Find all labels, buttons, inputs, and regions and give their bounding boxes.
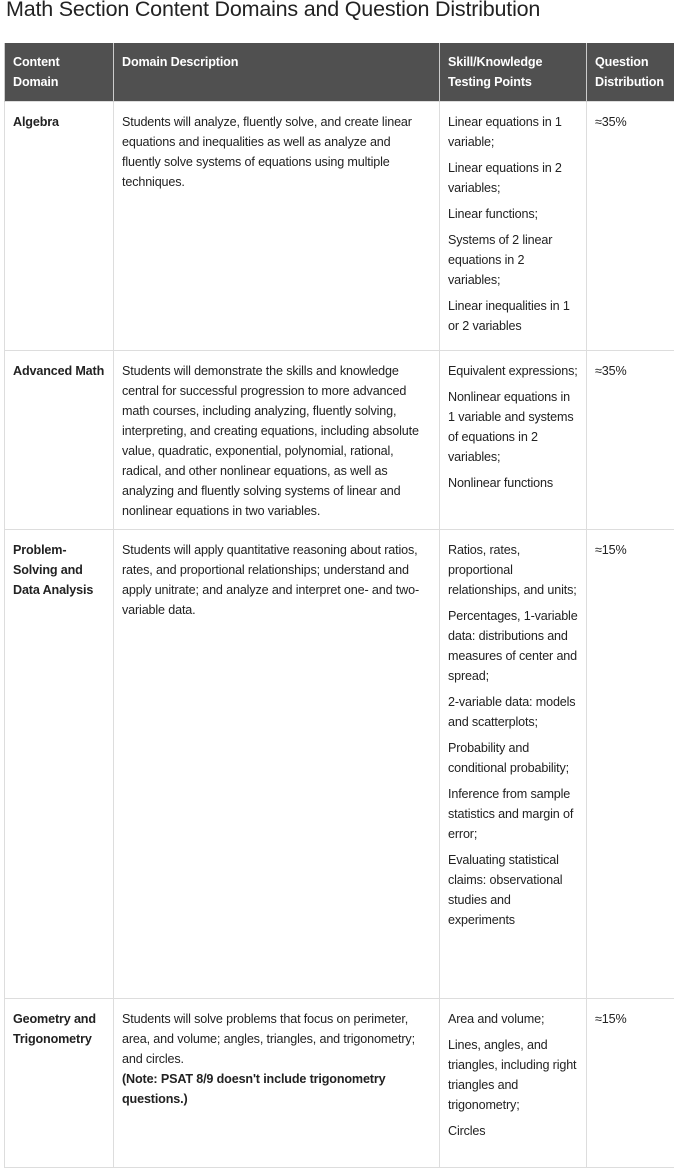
description-text: Students will demonstrate the skills and knowledge central for successful progression to more advanced math courses, including analyzing, fluently solving, interpreting, and creating equations, including absolute value, quadratic, exponential, polynomial, rational, radical, and other nonlinear equations, as well as analyzing and fluently solving systems of linear and nonlinear equations in two variables. <box>122 361 432 521</box>
description-cell <box>114 351 440 530</box>
header-testing-points: Skill/Knowledge Testing Points <box>440 43 587 102</box>
distribution-cell: ≈15% <box>587 530 674 999</box>
testing-point: Ratios, rates, proportional relationships, and units; <box>448 540 579 600</box>
table-row <box>5 351 674 530</box>
testing-point: Probability and conditional probability; <box>448 738 579 778</box>
description-text: Students will analyze, fluently solve, and create linear equations and inequalities as well as analyze and fluently solve systems of equations using multiple techniques. <box>122 112 432 192</box>
testing-point: Percentages, 1-variable data: distributions and measures of center and spread; <box>448 606 579 686</box>
testing-point: Systems of 2 linear equations in 2 variables; <box>448 230 579 290</box>
testing-point: Circles <box>448 1121 579 1141</box>
testing-point: Lines, angles, and triangles, including right triangles and trigonometry; <box>448 1035 579 1115</box>
testing-point: Linear inequalities in 1 or 2 variables <box>448 296 579 336</box>
testing-points-cell <box>440 351 587 530</box>
testing-points-cell <box>440 530 587 999</box>
content-domain-cell: Advanced Math <box>5 351 114 530</box>
testing-points-cell <box>440 102 587 351</box>
testing-point: Nonlinear functions <box>448 473 579 493</box>
distribution-cell: ≈35% <box>587 351 674 530</box>
description-note: (Note: PSAT 8/9 doesn't include trigonometry questions.) <box>122 1069 432 1109</box>
description-cell <box>114 999 440 1168</box>
testing-point: Linear functions; <box>448 204 579 224</box>
table-row <box>5 102 674 351</box>
header-domain-description: Domain Description <box>114 43 440 102</box>
content-domain-cell: Geometry and Trigonometry <box>5 999 114 1168</box>
content-domain-cell: Problem-Solving and Data Analysis <box>5 530 114 999</box>
header-content-domain: Content Domain <box>5 43 114 102</box>
table-header-row <box>5 43 674 102</box>
testing-point: Area and volume; <box>448 1009 579 1029</box>
description-text: Students will apply quantitative reasoning about ratios, rates, and proportional relationships; understand and apply unitrate; and analyze and interpret one- and two-variable data. <box>122 540 432 620</box>
description-cell <box>114 102 440 351</box>
testing-point: Evaluating statistical claims: observational studies and experiments <box>448 850 579 930</box>
table-row <box>5 999 674 1168</box>
testing-point: Linear equations in 1 variable; <box>448 112 579 152</box>
content-domains-table <box>4 43 674 1168</box>
page-title: Math Section Content Domains and Question Distribution <box>6 0 540 22</box>
description-cell <box>114 530 440 999</box>
testing-point: 2-variable data: models and scatterplots; <box>448 692 579 732</box>
distribution-cell: ≈35% <box>587 102 674 351</box>
header-question-distribution: Question Distribution <box>587 43 674 102</box>
content-domain-cell: Algebra <box>5 102 114 351</box>
testing-point: Inference from sample statistics and margin of error; <box>448 784 579 844</box>
testing-point: Nonlinear equations in 1 variable and systems of equations in 2 variables; <box>448 387 579 467</box>
testing-points-cell <box>440 999 587 1168</box>
table-row <box>5 530 674 999</box>
testing-point: Linear equations in 2 variables; <box>448 158 579 198</box>
distribution-cell: ≈15% <box>587 999 674 1168</box>
description-text: Students will solve problems that focus on perimeter, area, and volume; angles, triangles, and trigonometry; and circles. <box>122 1009 432 1069</box>
testing-point: Equivalent expressions; <box>448 361 579 381</box>
